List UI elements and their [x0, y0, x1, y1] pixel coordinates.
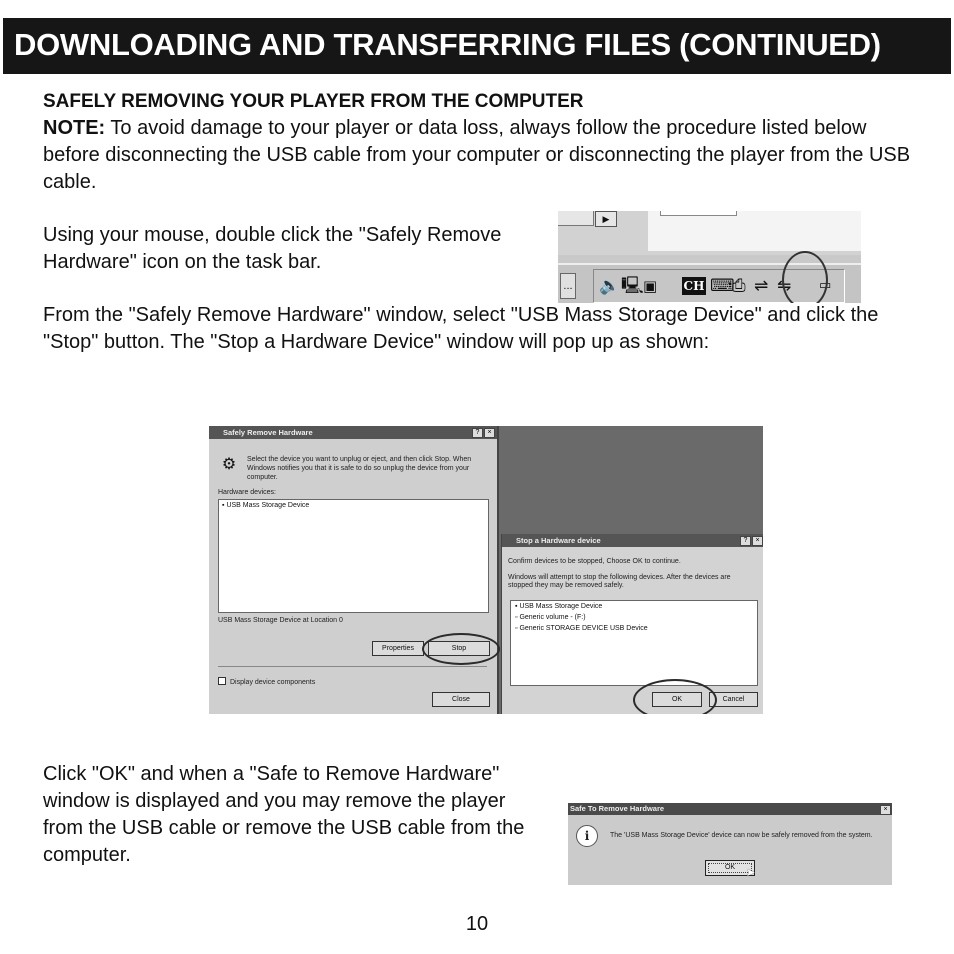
window-field	[660, 211, 737, 216]
cancel-button[interactable]: Cancel	[709, 692, 758, 707]
checkbox-label: Display device components	[230, 679, 316, 686]
window-area	[648, 211, 861, 251]
taskbar-screenshot	[558, 211, 861, 303]
taskbar	[558, 263, 861, 303]
note-label: NOTE:	[43, 117, 106, 139]
properties-button[interactable]: Properties	[372, 641, 424, 656]
device-name: Generic STORAGE DEVICE USB Device	[519, 625, 648, 632]
close-icon[interactable]: ×	[880, 805, 891, 815]
monitor-icon[interactable]: 🖳	[621, 276, 644, 296]
shd-titlebar: Stop a Hardware device	[502, 534, 763, 547]
hardware-devices-label: Hardware devices:	[218, 489, 276, 496]
close-icon[interactable]: ×	[484, 428, 495, 438]
srh-titlebar: Safely Remove Hardware	[209, 426, 497, 439]
device-name: Generic volume - (F:)	[519, 614, 586, 621]
dialogs-screenshot	[209, 426, 763, 714]
confirm-text: Confirm devices to be stopped, Choose OK to continue.	[508, 558, 681, 565]
srh-description: Select the device you want to unplug or eject, and then click Stop. When Windows notifies you that it is safe to do so unplug the device from your computer.	[247, 456, 472, 481]
note-paragraph	[43, 115, 923, 196]
highlight-circle	[422, 633, 500, 665]
printer-icon[interactable]: ⎙	[732, 276, 746, 296]
highlight-circle	[782, 251, 828, 303]
device-name: USB Mass Storage Device	[226, 502, 310, 509]
safe-message: The 'USB Mass Storage Device' device can now be safely removed from the system.	[610, 832, 873, 839]
divider	[218, 666, 487, 667]
hardware-icon: ⚙	[221, 454, 237, 473]
stop-button[interactable]: Stop	[428, 641, 490, 656]
help-button[interactable]: ?	[472, 428, 483, 438]
mouse-cursor-icon: ➤	[746, 867, 756, 879]
highlight-circle	[633, 679, 717, 714]
devices-list	[510, 600, 758, 686]
display-components-checkbox[interactable]	[218, 677, 315, 686]
ok-button[interactable]: OK	[705, 860, 755, 876]
tray-device-icon[interactable]: ▭	[819, 278, 832, 293]
info-icon: i	[576, 825, 598, 847]
step-3-text: Click "OK" and when a "Safe to Remove Hardware" window is displayed and you may remove the player from the USB cable or remove the USB cable from the computer.	[43, 763, 525, 866]
page-header	[3, 18, 951, 74]
language-ch-icon[interactable]: CH	[683, 279, 705, 293]
speaker-icon[interactable]: 🔈	[599, 276, 621, 296]
checkbox-icon[interactable]	[218, 677, 226, 685]
list-item[interactable]: ▪ USB Mass Storage Device	[515, 603, 603, 610]
step-2-text: From the "Safely Remove Hardware" window, select "USB Mass Storage Device" and click the "Stop" button. The "Stop a Hardware Device" window will pop up as shown:	[43, 304, 879, 353]
taskbar-overflow-button[interactable]: ...	[560, 273, 576, 299]
play-arrow-icon[interactable]: ▶	[595, 211, 617, 227]
keyboard-icon[interactable]: ⌨	[710, 276, 735, 296]
list-item[interactable]: ▪ USB Mass Storage Device	[222, 502, 310, 509]
note-text: To avoid damage to your player or data loss, always follow the procedure listed below before disconnecting the USB cable from your computer or disconnecting the player from the USB cable.	[43, 117, 911, 193]
help-button[interactable]: ?	[740, 536, 751, 546]
window-button[interactable]	[558, 211, 594, 226]
close-icon[interactable]: ×	[752, 536, 763, 546]
ok-button[interactable]: OK	[652, 692, 702, 707]
window-icon[interactable]: ▣	[643, 277, 658, 295]
hardware-devices-list	[218, 499, 489, 613]
info-text: Windows will attempt to stop the following devices. After the devices are stopped they may be removed safely.	[508, 574, 731, 589]
safely-remove-hardware-window	[209, 426, 499, 714]
stop-hardware-device-window	[501, 534, 763, 714]
device-name: USB Mass Storage Device	[519, 603, 603, 610]
page-title: DOWNLOADING AND TRANSFERRING FILES (CONTINUED)	[14, 27, 881, 62]
safely-remove-hardware-icon[interactable]: ⇋	[777, 276, 792, 296]
device-location: USB Mass Storage Device at Location 0	[218, 617, 343, 624]
close-button[interactable]: Close	[432, 692, 490, 707]
list-item[interactable]: ▫ Generic volume - (F:)	[515, 614, 586, 621]
safe-titlebar: Safe To Remove Hardware	[568, 803, 892, 815]
safe-to-remove-screenshot	[568, 803, 892, 885]
step-1-text: Using your mouse, double click the "Safely Remove Hardware" icon on the task bar.	[43, 224, 502, 273]
page-number: 10	[465, 913, 489, 935]
section-heading: SAFELY REMOVING YOUR PLAYER FROM THE COMPUTER	[43, 91, 584, 112]
network-icon[interactable]: ⇌	[754, 276, 769, 296]
list-item[interactable]: ▫ Generic STORAGE DEVICE USB Device	[515, 625, 648, 632]
